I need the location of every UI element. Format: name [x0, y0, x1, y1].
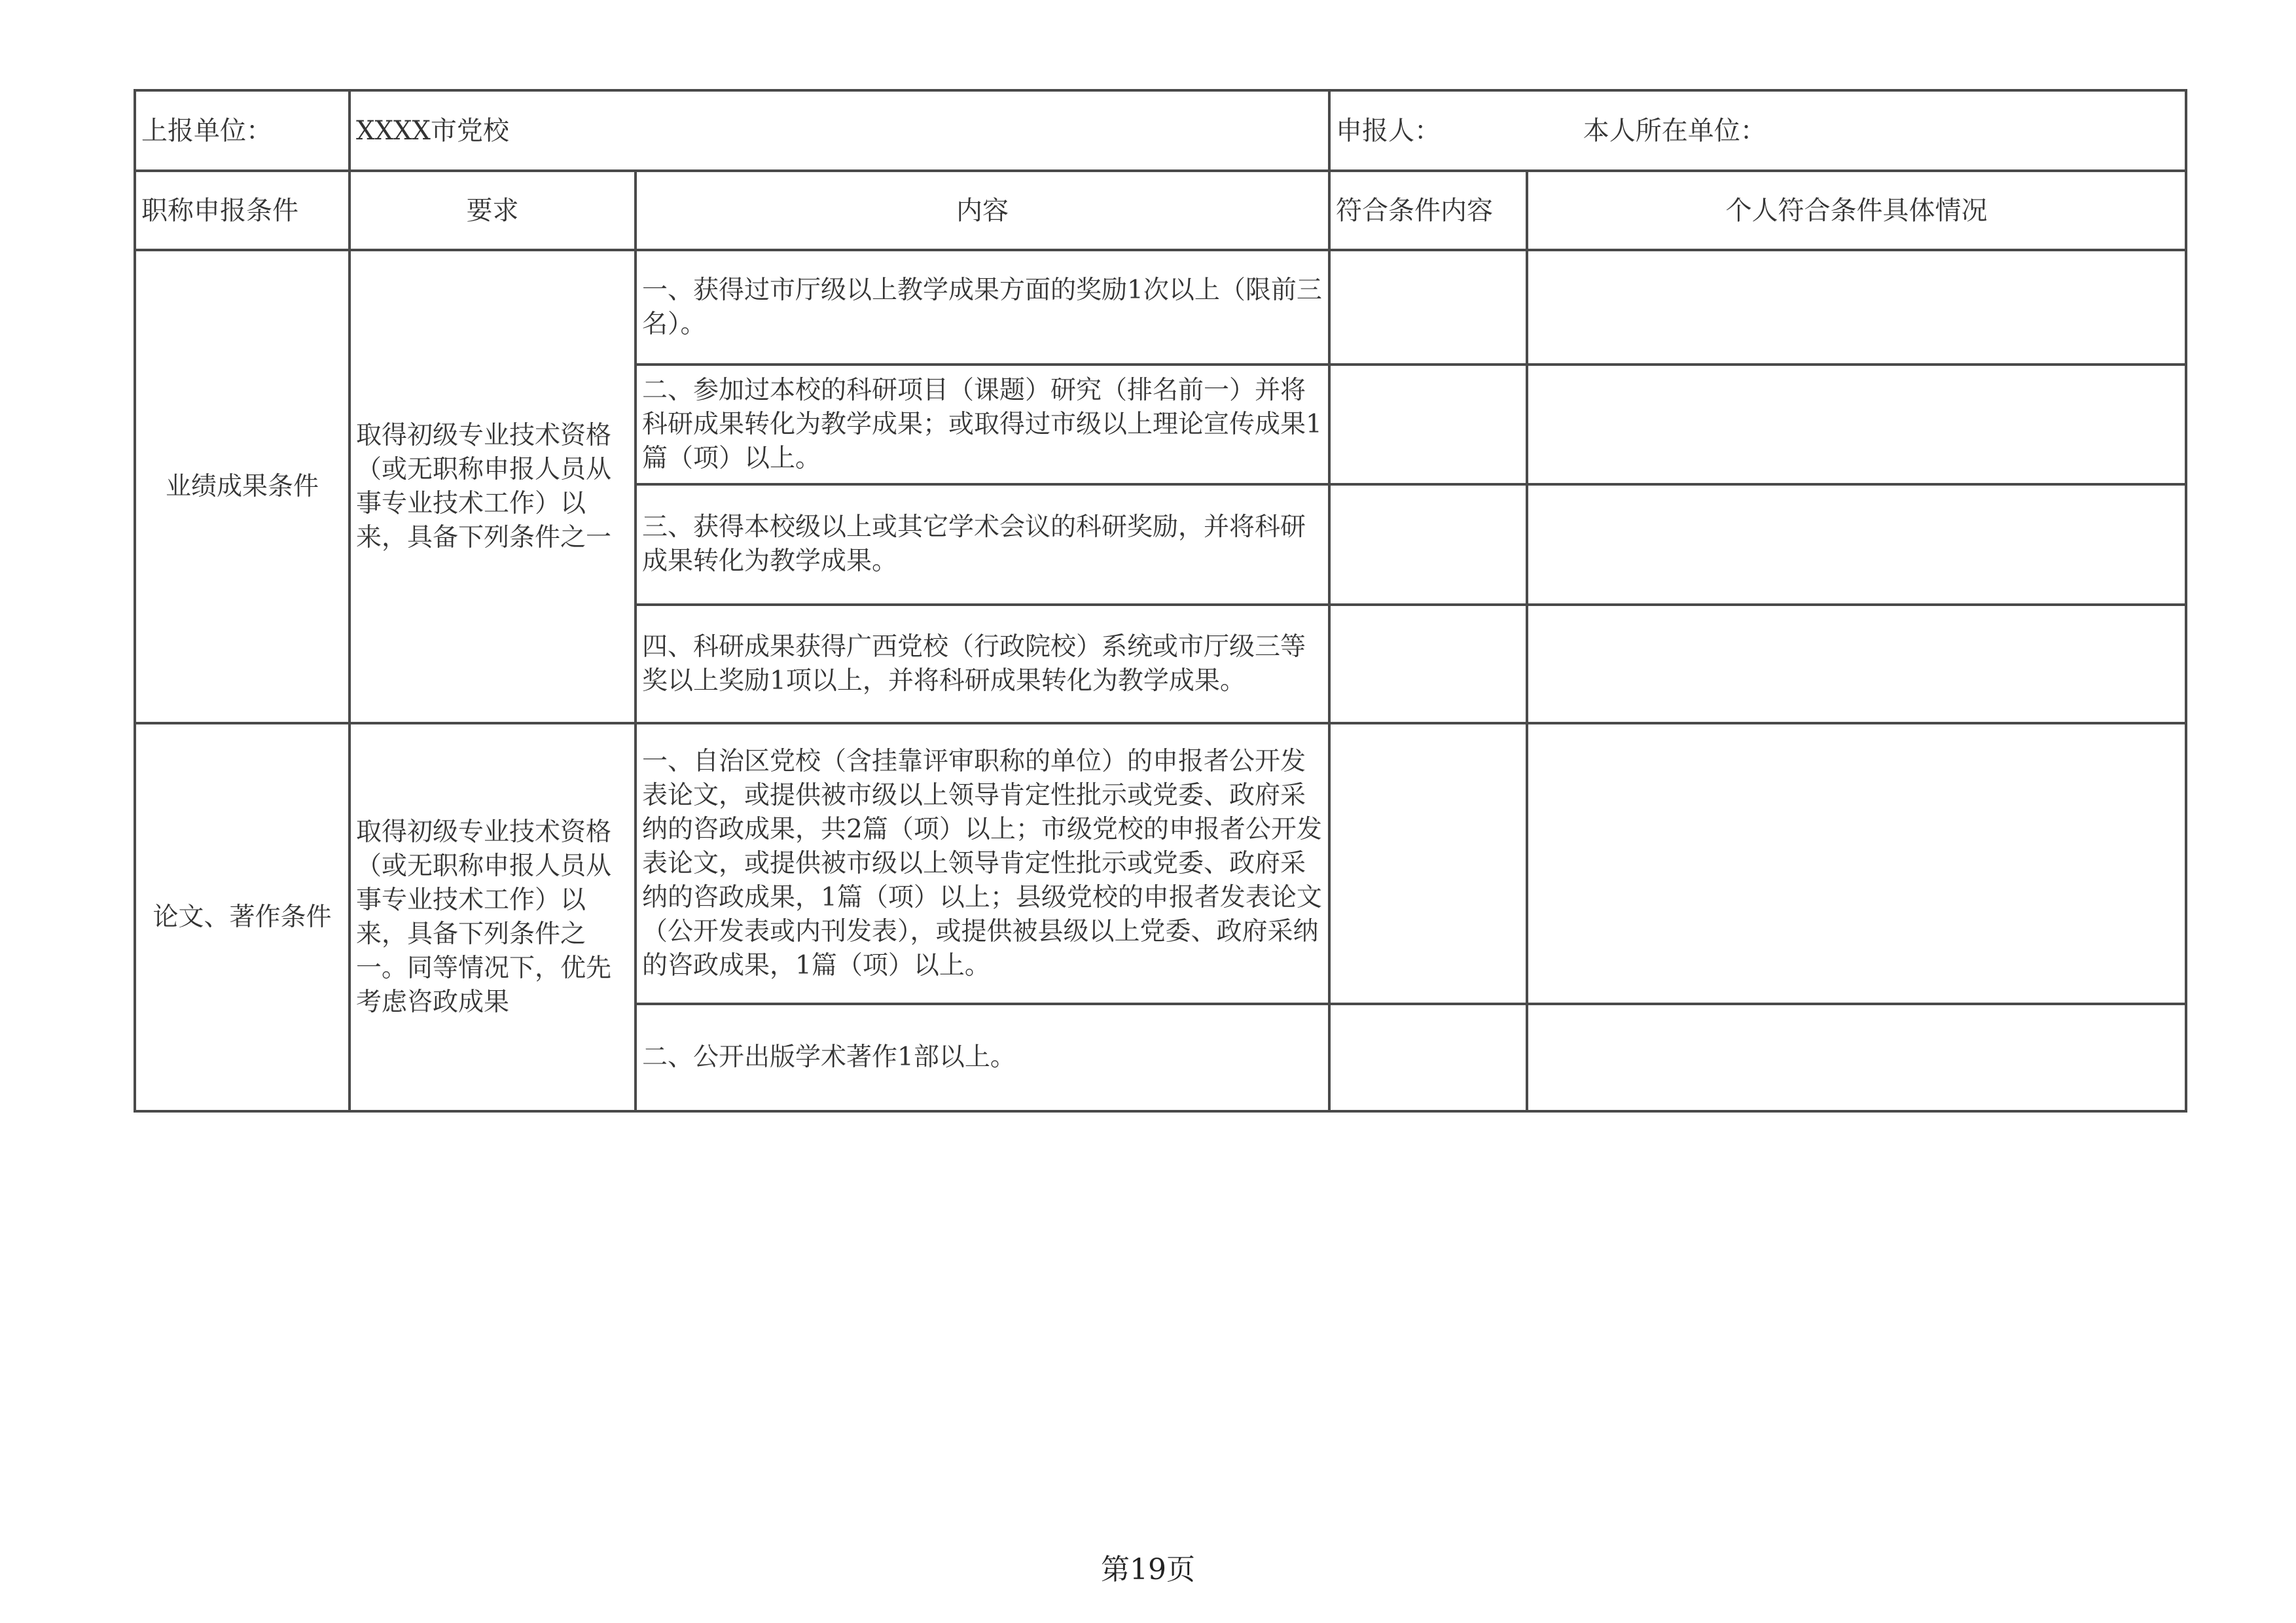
applicant-cell[interactable]: [1329, 90, 2186, 171]
applicant-label: 申报人：: [1336, 115, 1441, 146]
table-row: [135, 250, 2186, 365]
condition-item: 四、科研成果获得广西党校（行政院校）系统或市厅级三等奖以上奖励1项以上，并将科研成果转化为教学成果。: [636, 605, 1329, 723]
condition-item: 三、获得本校级以上或其它学术会议的科研奖励，并将科研成果转化为教学成果。: [636, 484, 1329, 605]
personal-details-input[interactable]: [1527, 484, 2186, 605]
matching-content-input[interactable]: [1329, 250, 1527, 365]
personal-details-input[interactable]: [1527, 723, 2186, 1004]
col-header-matching-content: 符合条件内容: [1329, 171, 1527, 250]
condition-item: 二、参加过本校的科研项目（课题）研究（排名前一）并将科研成果转化为教学成果；或取得过市级以上理论宣传成果1篇（项）以上。: [636, 365, 1329, 484]
personal-details-input[interactable]: [1527, 605, 2186, 723]
matching-content-input[interactable]: [1329, 365, 1527, 484]
section-requirement: 取得初级专业技术资格（或无职称申报人员从事专业技术工作）以来，具备下列条件之一: [350, 250, 636, 723]
personal-details-input[interactable]: [1527, 250, 2186, 365]
section-title: 业绩成果条件: [135, 250, 350, 723]
applicant-unit-label: 本人所在单位：: [1583, 115, 1767, 146]
unit-row: [135, 90, 2186, 171]
table-row: [135, 723, 2186, 1004]
matching-content-input[interactable]: [1329, 605, 1527, 723]
personal-details-input[interactable]: [1527, 365, 2186, 484]
column-header-row: [135, 171, 2186, 250]
matching-content-input[interactable]: [1329, 1004, 1527, 1111]
matching-content-input[interactable]: [1329, 484, 1527, 605]
col-header-content: 内容: [636, 171, 1329, 250]
unit-label: 上报单位：: [135, 90, 350, 171]
condition-item: 二、公开出版学术著作1部以上。: [636, 1004, 1329, 1111]
col-header-requirement: 要求: [350, 171, 636, 250]
section-requirement: 取得初级专业技术资格（或无职称申报人员从事专业技术工作）以来，具备下列条件之一。同等情况下，优先考虑咨政成果: [350, 723, 636, 1111]
application-conditions-table: [134, 89, 2187, 1113]
page-number: 第19页: [1101, 1553, 1195, 1586]
section-title: 论文、著作条件: [135, 723, 350, 1111]
col-header-personal-details: 个人符合条件具体情况: [1527, 171, 2186, 250]
matching-content-input[interactable]: [1329, 723, 1527, 1004]
col-header-condition: 职称申报条件: [135, 171, 350, 250]
condition-item: 一、获得过市厅级以上教学成果方面的奖励1次以上（限前三名）。: [636, 250, 1329, 365]
unit-value[interactable]: XXXX市党校: [350, 90, 1329, 171]
personal-details-input[interactable]: [1527, 1004, 2186, 1111]
condition-item: 一、自治区党校（含挂靠评审职称的单位）的申报者公开发表论文，或提供被市级以上领导肯定性批示或党委、政府采纳的咨政成果，共2篇（项）以上；市级党校的申报者公开发表论文，或提供被市级以上领导肯定性批示或党委、政府采纳的咨政成果，1篇（项）以上；县级党校的申报者发表论文（公开发表或内刊发表），或提供被县级以上党委、政府采纳的咨政成果，1篇（项）以上。: [636, 723, 1329, 1004]
